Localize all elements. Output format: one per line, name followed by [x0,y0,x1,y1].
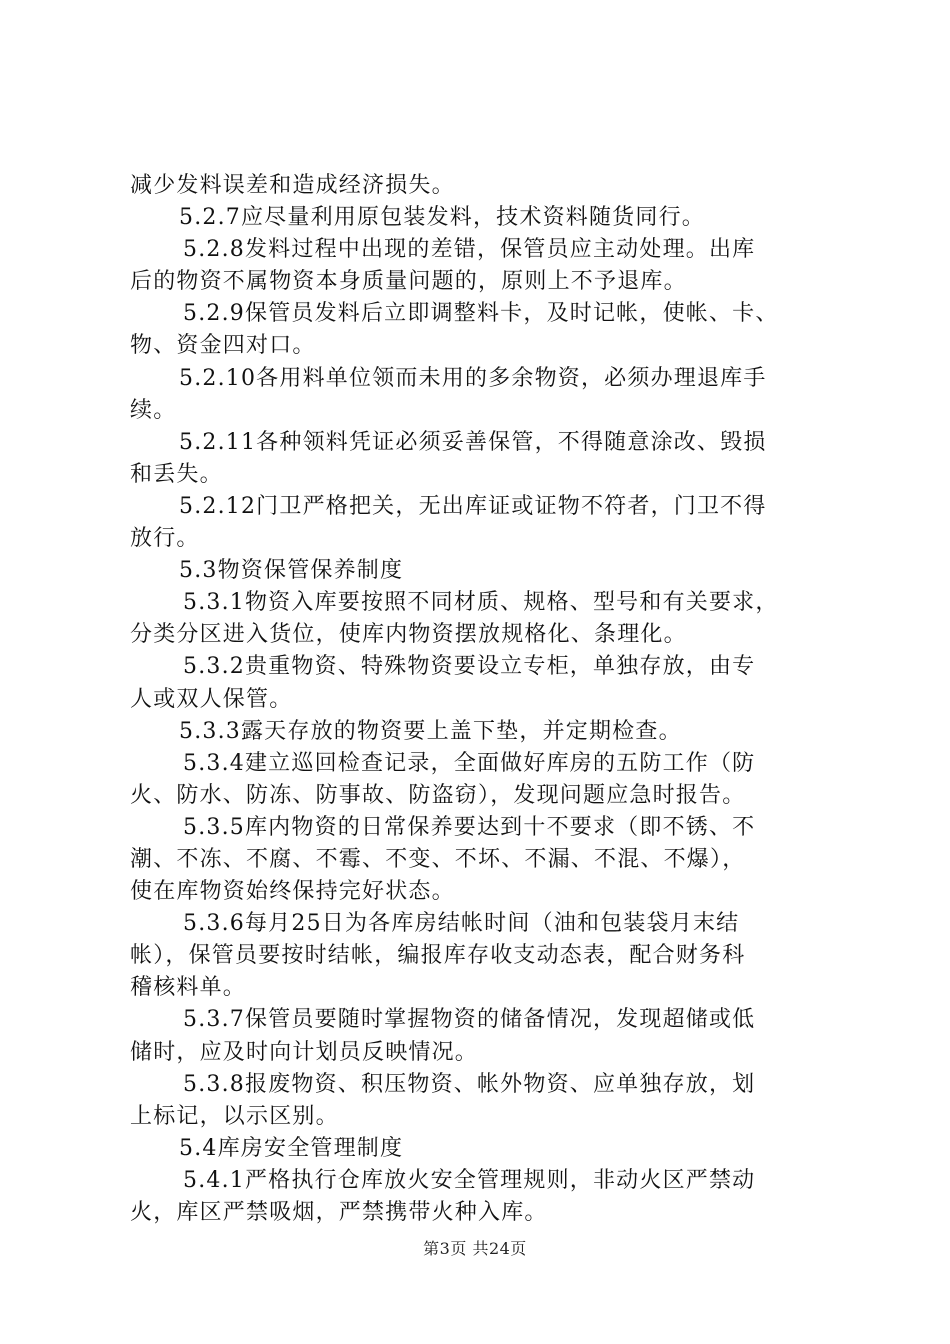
text-line: 潮、不冻、不腐、不霉、不变、不坏、不漏、不混、不爆）， [130,846,746,872]
text-line: 后的物资不属物资本身质量问题的，原则上不予退库。 [130,269,687,295]
text-line: 上标记，以示区别。 [130,1103,339,1129]
text-line: 帐），保管员要按时结帐，编报库存收支动态表，配合财务科 [130,943,746,969]
text-line: 储时，应及时向计划员反映情况。 [130,1039,479,1065]
document-body [130,170,835,1229]
section-heading: 5.3物资保管保养制度 [179,558,404,584]
text-line: 火，库区严禁吸烟，严禁携带火种入库。 [130,1200,548,1225]
text-line: 5.2.8发料过程中出现的差错，保管员应主动处理。出库 [183,237,756,263]
text-line: 5.3.7保管员要随时掌握物资的储备情况，发现超储或低 [183,1007,756,1033]
text-line: 物、资金四对口。 [130,333,316,359]
text-line: 5.2.11各种领料凭证必须妥善保管，不得随意涂改、毁损 [179,429,767,455]
text-line: 分类分区进入货位，使库内物资摆放规格化、条理化。 [130,622,687,648]
text-line: 使在库物资始终保持完好状态。 [130,879,455,905]
text-line: 和丢失。 [130,461,223,487]
section-heading: 5.4库房安全管理制度 [179,1135,404,1161]
text-line: 5.2.7应尽量利用原包装发料，技术资料随货同行。 [179,205,705,231]
text-line: 5.4.1严格执行仓库放火安全管理规则，非动火区严禁动 [183,1167,756,1193]
text-line: 火、防水、防冻、防事故、防盗窃），发现问题应急时报告。 [130,782,746,808]
text-line: 5.2.10各用料单位领而未用的多余物资，必须办理退库手 [179,365,767,391]
text-line: 减少发料误差和造成经济损失。 [130,173,455,198]
text-line: 5.3.5库内物资的日常保养要达到十不要求（即不锈、不 [183,814,756,840]
text-line: 续。 [130,397,177,423]
text-line: 5.3.4建立巡回检查记录，全面做好库房的五防工作（防 [183,750,756,776]
text-line: 人或双人保管。 [130,686,293,712]
text-line: 5.2.12门卫严格把关，无出库证或证物不符者，门卫不得 [179,493,767,519]
text-line: 5.3.1物资入库要按照不同材质、规格、型号和有关要求， [183,590,779,616]
text-line: 稽核料单。 [130,975,247,1001]
text-line: 放行。 [130,526,200,552]
text-line: 5.3.6每月25日为各库房结帐时间（油和包装袋月末结 [183,911,740,937]
text-line: 5.3.2贵重物资、特殊物资要设立专柜，单独存放，由专 [183,654,756,680]
text-line: 5.3.3露天存放的物资要上盖下垫，并定期检查。 [179,718,682,744]
text-line: 5.2.9保管员发料后立即调整料卡，及时记帐，使帐、卡、 [183,301,779,327]
page-footer: 第3页 共24页 [423,1239,527,1258]
text-line: 5.3.8报废物资、积压物资、帐外物资、应单独存放，划 [183,1071,756,1097]
